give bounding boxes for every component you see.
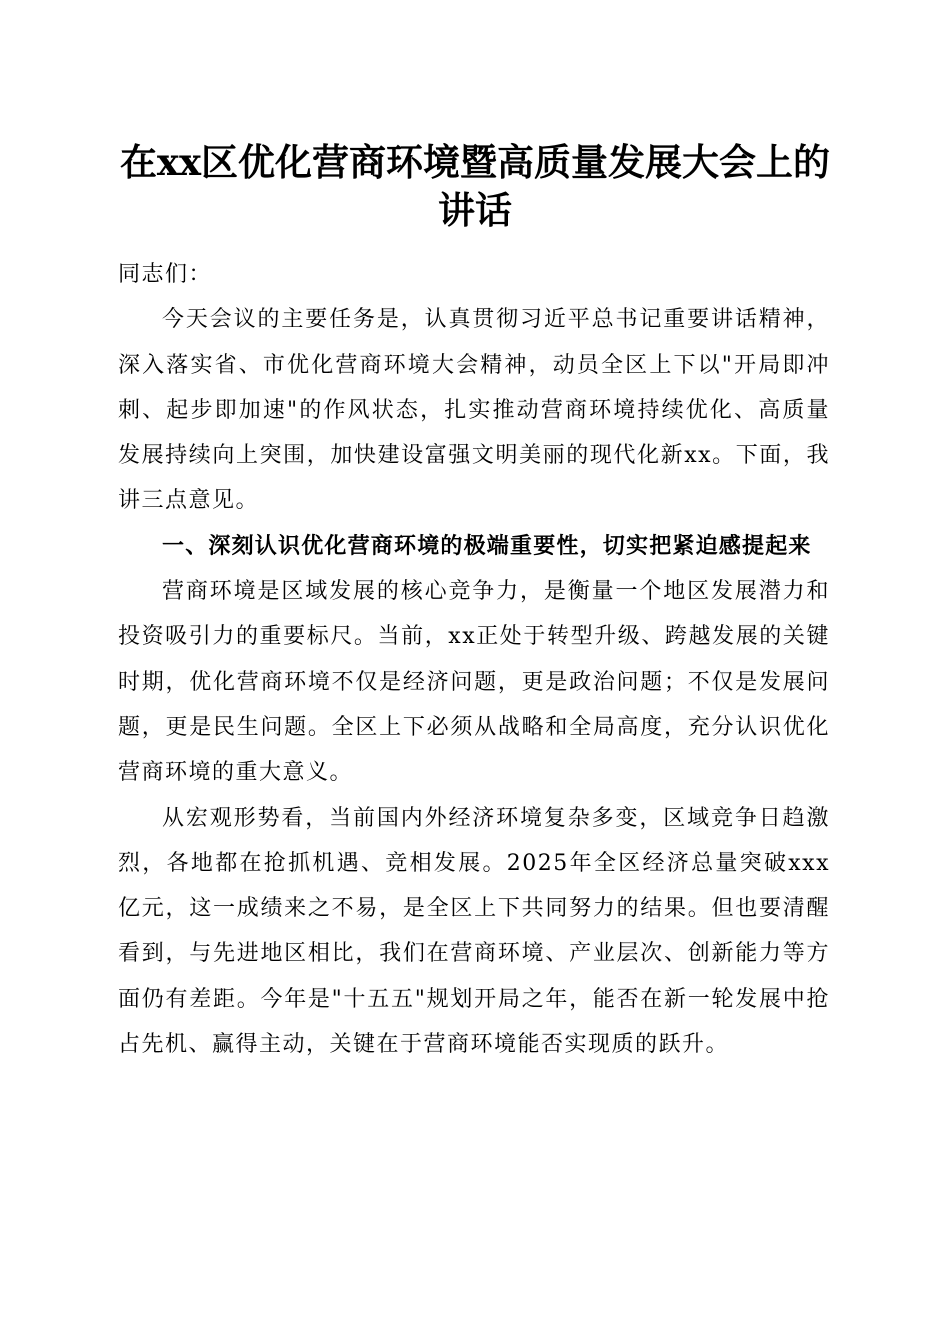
paragraph-2: 从宏观形势看，当前国内外经济环境复杂多变，区域竞争日趋激烈，各地都在抢抓机遇、竞相发展。2025年全区经济总量突破xxx亿元，这一成绩来之不易，是全区上下共同努力的结果。但也要清醒看到，与先进地区相比，我们在营商环境、产业层次、创新能力等方面仍有差距。今年是"十五五"规划开局之年，能否在新一轮发展中抢占先机、赢得主动，关键在于营商环境能否实现质的跃升。 (118, 805, 830, 1058)
paragraph-intro: 今天会议的主要任务是，认真贯彻习近平总书记重要讲话精神，深入落实省、市优化营商环境大会精神，动员全区上下以"开局即冲刺、起步即加速"的作风状态，扎实推动营商环境持续优化、高质量发展持续向上突围，加快建设富强文明美丽的现代化新xx。下面，我讲三点意见。 (118, 307, 830, 514)
salutation: 同志们： (118, 262, 213, 287)
document-body (118, 252, 830, 1067)
section-heading-1: 一、深刻认识优化营商环境的极端重要性，切实把紧迫感提起来 (162, 533, 812, 559)
document-title-line-1: 在xx区优化营商环境暨高质量发展大会上的 (119, 140, 831, 184)
paragraph-1: 营商环境是区域发展的核心竞争力，是衡量一个地区发展潜力和投资吸引力的重要标尺。当前，xx正处于转型升级、跨越发展的关键时期，优化营商环境不仅是经济问题，更是政治问题；不仅是发展问题，更是民生问题。全区上下必须从战略和全局高度，充分认识优化营商环境的重大意义。 (118, 579, 830, 786)
document-title-line-2: 讲话 (438, 188, 512, 232)
